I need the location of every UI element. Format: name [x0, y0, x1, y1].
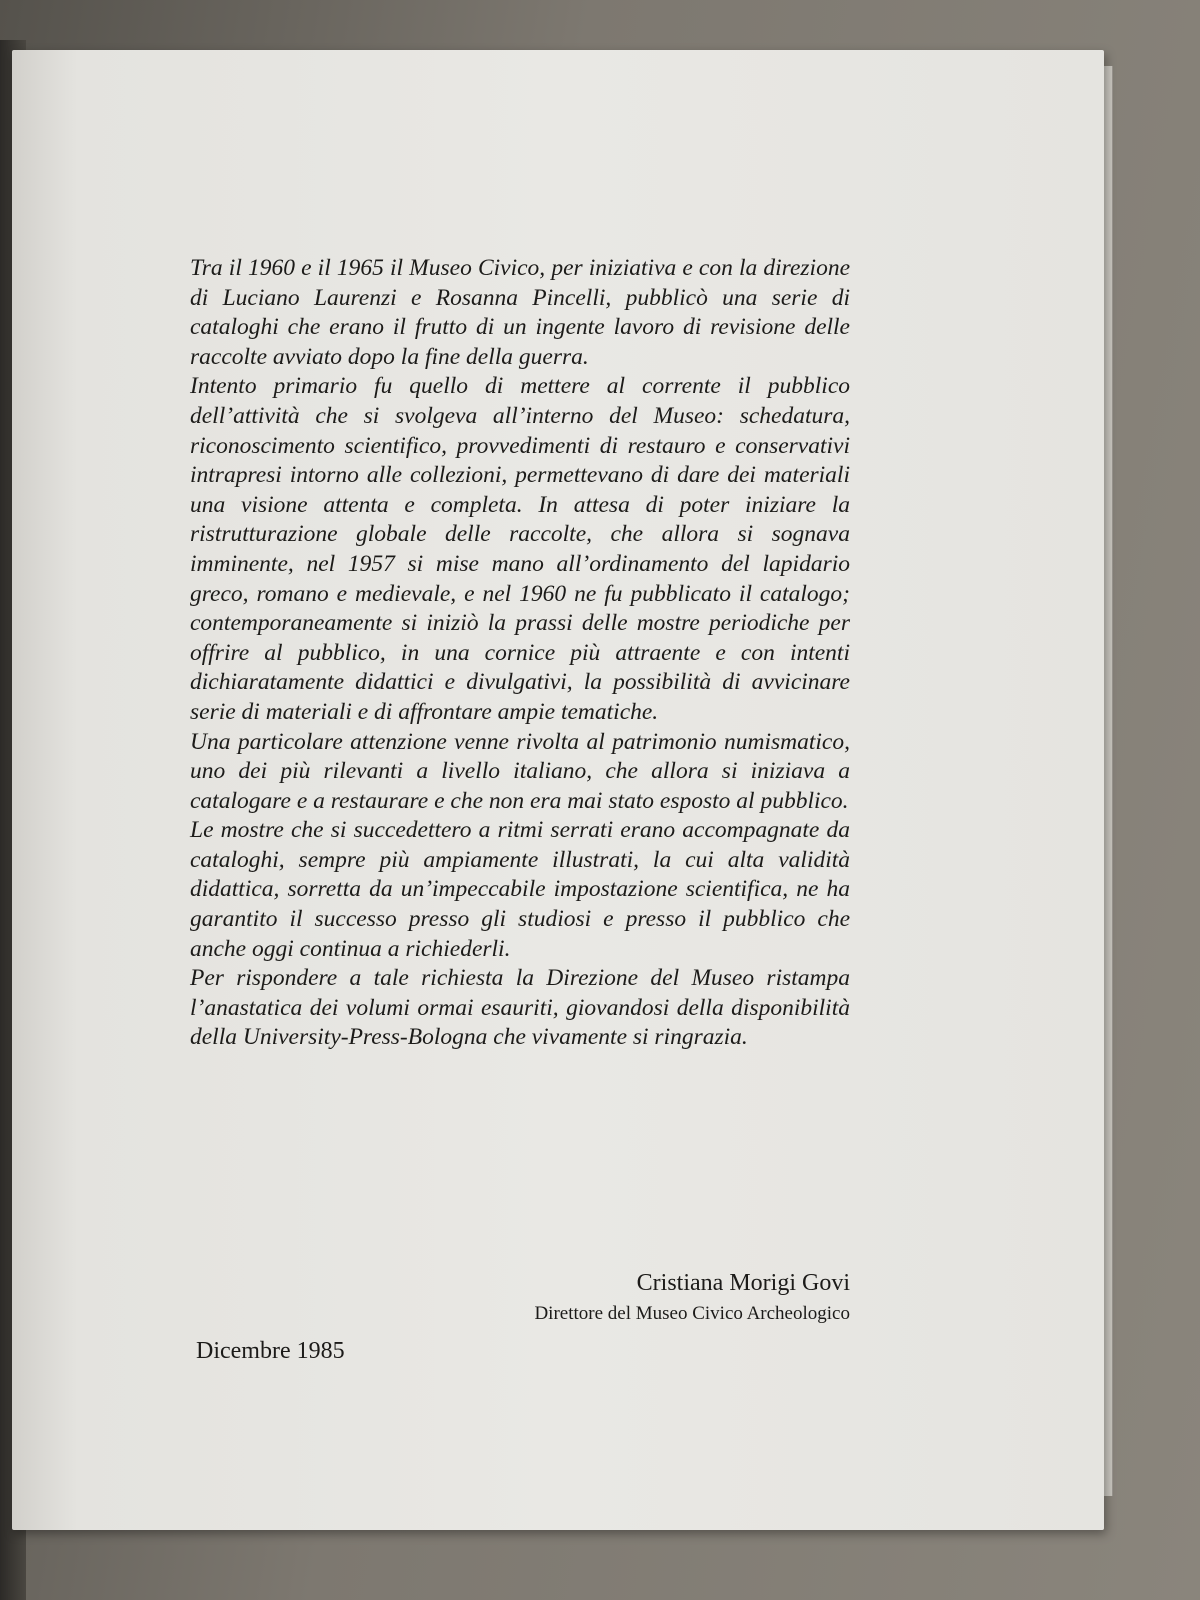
paragraph-2: Intento primario fu quello di mettere al corrente il pubblico dell’attività che si svolgeva all’interno del Museo: schedatura, riconoscimento scientifico, provvedimenti di restauro e conservativi intrapresi intorno alle collezioni, permettevano di dare dei materiali una visione attenta e completa. In attesa di poter iniziare la ristrutturazione globale delle raccolte, che allora si sognava imminente, nel 1957 si mise mano all’ordinamento del lapidario greco, romano e medievale, e nel 1960 ne fu pubblicato il catalogo; contemporaneamente si iniziò la prassi delle mostre periodiche per offrire al pubblico, in una cornice più attraente e con intenti dichiaratamente didattici e divulgativi, la possibilità di avvicinare serie di materiali e di affrontare ampie tematiche.: [190, 373, 850, 725]
document-date: Dicembre 1985: [196, 1338, 345, 1364]
signature-role: Direttore del Museo Civico Archeologico: [534, 1303, 850, 1324]
signature-name: Cristiana Morigi Govi: [636, 1270, 850, 1296]
body-text: [190, 254, 850, 1053]
paragraph-1: Tra il 1960 e il 1965 il Museo Civico, per iniziativa e con la direzione di Luciano Laurenzi e Rosanna Pincelli, pubblicò una serie di cataloghi che erano il frutto di un ingente lavoro di revisione delle raccolte avviato dopo la fine della guerra.: [190, 255, 850, 370]
paragraph-3: Una particolare attenzione venne rivolta al patrimonio numismatico, uno dei più rilevanti a livello italiano, che allora si iniziava a catalogare e a restaurare e che non era mai stato esposto al pubblico.: [190, 728, 850, 814]
signature-block: [430, 1268, 850, 1328]
paragraph-5: Per rispondere a tale richiesta la Direzione del Museo ristampa l’anastatica dei volumi ormai esauriti, giovandosi della disponibilità della University-Press-Bologna che vivamente si ringrazia.: [190, 965, 850, 1051]
paragraph-4: Le mostre che si succedettero a ritmi serrati erano accompagnate da cataloghi, sempre più ampiamente illustrati, la cui alta validità didattica, sorretta da un’impeccabile impostazione scientifica, ne ha garantito il successo presso gli studiosi e presso il pubblico che anche oggi continua a richiederli.: [190, 817, 850, 962]
